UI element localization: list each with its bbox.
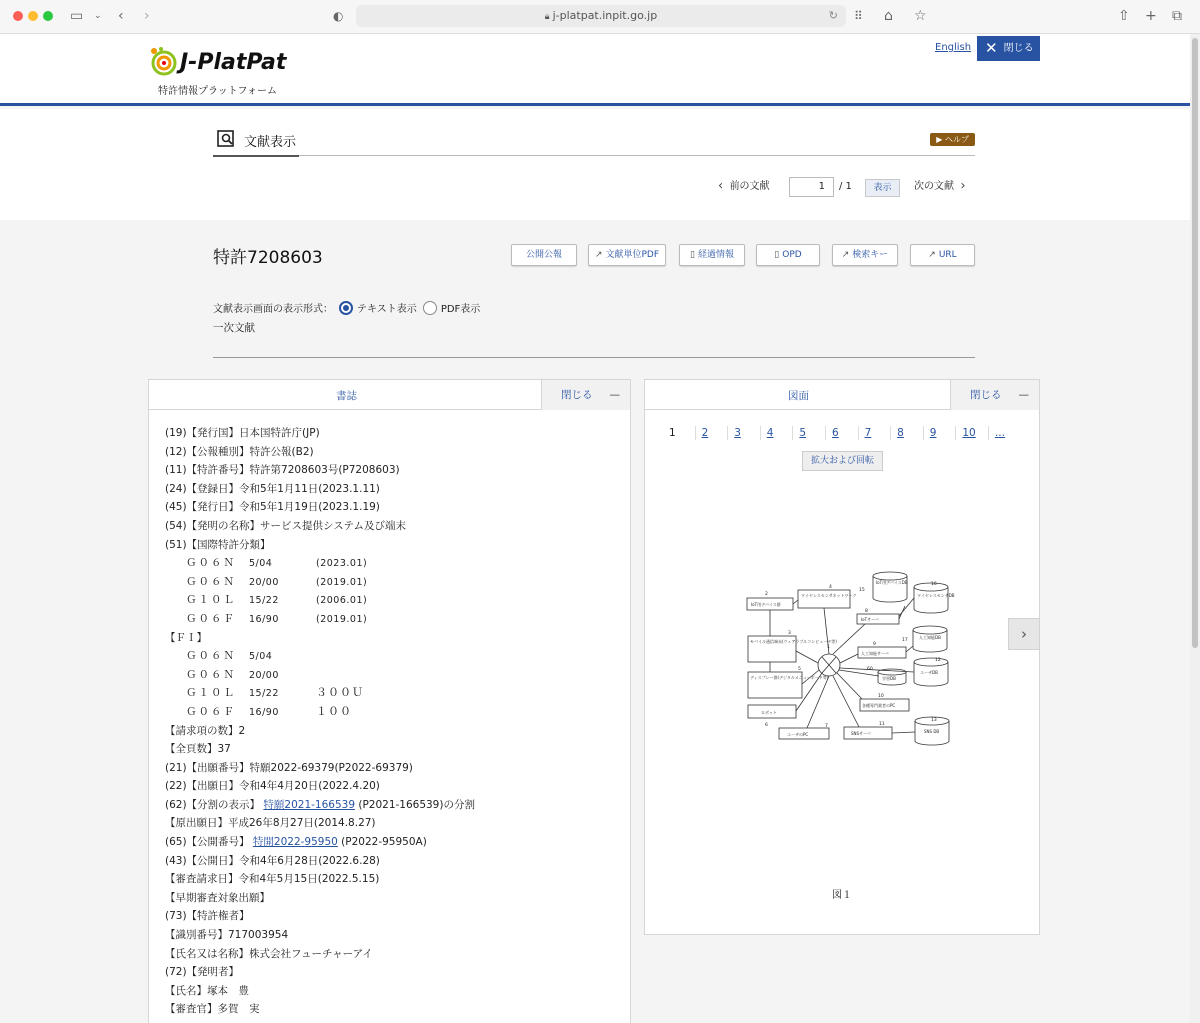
biblio-line: (73)【特許権者】 bbox=[165, 910, 250, 923]
url-text: j-platpat.inpit.go.jp bbox=[552, 9, 658, 22]
bibliography-panel-header bbox=[149, 380, 630, 410]
publication-number-label: (65)【公開番号】 bbox=[165, 836, 250, 849]
biblio-line: 【識別番号】717003954 bbox=[165, 929, 289, 942]
ref-10: 10 bbox=[878, 694, 884, 699]
biblio-line: (24)【登録日】令和5年1月11日(2023.1.11) bbox=[165, 482, 380, 495]
figure-tab-10[interactable]: 10 bbox=[956, 426, 989, 440]
window-zoom-dot[interactable] bbox=[43, 11, 53, 21]
next-document-label: 次の文献 bbox=[914, 181, 954, 192]
ipc-group: 15/22 bbox=[249, 595, 279, 607]
next-document-link[interactable] bbox=[914, 177, 966, 194]
pdf-display-label[interactable]: PDF表示 bbox=[440, 304, 481, 315]
logo-wordmark: J-PlatPat bbox=[180, 50, 287, 75]
search-key-button[interactable] bbox=[832, 244, 898, 266]
ipc-code: Ｇ０６Ｎ bbox=[186, 557, 236, 570]
page-scrollbar[interactable] bbox=[1190, 34, 1200, 1023]
ipc-code: Ｇ０６Ｎ bbox=[186, 575, 236, 588]
ipc-date: (2023.01) bbox=[316, 558, 368, 570]
ref-17: 17 bbox=[902, 638, 908, 643]
bibliography-close-button[interactable] bbox=[541, 380, 630, 410]
share-icon[interactable]: ⇧ bbox=[1118, 8, 1130, 24]
biblio-line: (54)【発明の名称】サービス提供システム及び端末 bbox=[165, 519, 407, 532]
home-icon[interactable]: ⌂ bbox=[884, 8, 893, 24]
history-button[interactable] bbox=[679, 244, 745, 266]
figure-tab-7[interactable]: 7 bbox=[859, 426, 892, 440]
scrollbar-thumb[interactable] bbox=[1192, 38, 1198, 648]
ref-3: 3 bbox=[788, 631, 791, 636]
fi-group: 5/04 bbox=[249, 651, 273, 663]
chevron-left-icon: ‹ bbox=[718, 178, 724, 194]
biblio-line: 【ＦＩ】 bbox=[165, 631, 207, 644]
biblio-line: 【審査請求日】令和4年5月15日(2022.5.15) bbox=[165, 873, 380, 886]
figure-tab-6[interactable]: 6 bbox=[826, 426, 859, 440]
biblio-line: 【請求項の数】2 bbox=[165, 724, 246, 737]
section-heading bbox=[213, 129, 975, 156]
fi-row bbox=[165, 684, 475, 703]
lock-icon: 🔒︎ bbox=[544, 12, 550, 22]
cyl-ai-db bbox=[913, 630, 947, 652]
page-title: 文献表示 bbox=[244, 135, 297, 150]
division-label: (62)【分割の表示】 bbox=[165, 798, 261, 811]
shield-icon[interactable]: ◐ bbox=[333, 9, 344, 23]
biblio-line: 【氏名】塚本 豊 bbox=[165, 984, 249, 997]
ref-15: 15 bbox=[859, 588, 865, 593]
label-iot-devices: IoT用デバイス群 bbox=[751, 602, 781, 607]
ref-4: 4 bbox=[829, 585, 832, 590]
figure-tab-1[interactable]: 1 bbox=[663, 426, 696, 440]
url-label: URL bbox=[938, 250, 957, 260]
ref-60: 60 bbox=[867, 667, 873, 672]
ipc-code: Ｇ０６Ｆ bbox=[186, 612, 236, 625]
search-key-label: 検索キー bbox=[852, 250, 889, 260]
ipc-date: (2006.01) bbox=[316, 595, 368, 607]
fi-row bbox=[165, 666, 475, 685]
figure-tab-9[interactable]: 9 bbox=[924, 426, 957, 440]
close-icon: ✕ bbox=[985, 39, 998, 57]
display-format-selector bbox=[213, 300, 484, 315]
ref-13: 13 bbox=[931, 718, 937, 723]
prev-document-link[interactable] bbox=[718, 177, 770, 194]
fi-group: 15/22 bbox=[249, 688, 279, 700]
biblio-line: 【原出願日】平成26年8月27日(2014.8.27) bbox=[165, 817, 376, 830]
figure-tab-5[interactable]: 5 bbox=[793, 426, 826, 440]
biblio-line bbox=[165, 833, 475, 852]
divider bbox=[213, 357, 975, 358]
figure-tab-3[interactable]: 3 bbox=[728, 426, 761, 440]
text-display-label[interactable]: テキスト表示 bbox=[357, 304, 417, 315]
fi-extra: １００ bbox=[316, 704, 352, 718]
document-search-icon bbox=[217, 130, 235, 148]
label-robot: ロボット bbox=[761, 710, 777, 715]
fi-code: Ｇ１０Ｌ bbox=[186, 687, 236, 700]
pdf-display-radio[interactable] bbox=[423, 301, 437, 315]
logo-subtitle: 特許情報プラットフォーム bbox=[158, 86, 277, 97]
label-iot-server: IoTサーバ bbox=[861, 617, 879, 622]
document-icon: ▯ bbox=[774, 250, 780, 260]
publication-link[interactable]: 特開2022-95950 bbox=[252, 836, 338, 849]
biblio-line: (12)【公報種別】特許公報(B2) bbox=[165, 445, 314, 458]
label-wireless-db: ワイヤレスセンサDB bbox=[917, 593, 955, 598]
figure-tab-more[interactable]: ... bbox=[994, 427, 1005, 439]
bibliography-content bbox=[165, 424, 475, 1019]
ref-11: 11 bbox=[879, 722, 885, 727]
site-header bbox=[0, 34, 1190, 106]
biblio-line: 【早期審査対象出願】 bbox=[165, 891, 270, 904]
fi-code: Ｇ０６Ｎ bbox=[186, 668, 236, 681]
ref-1: 1 bbox=[827, 645, 830, 650]
document-icon: ▯ bbox=[690, 250, 695, 260]
fi-row bbox=[165, 647, 475, 666]
figure-number-tabs bbox=[663, 426, 1022, 440]
help-button[interactable]: ▶ ヘルプ bbox=[930, 133, 975, 146]
figure-panel-header bbox=[645, 380, 1039, 410]
biblio-line: (11)【特許番号】特許第7208603号(P7208603) bbox=[165, 464, 400, 477]
fi-row bbox=[165, 703, 475, 722]
ipc-row bbox=[165, 591, 475, 610]
ref-5: 5 bbox=[798, 667, 801, 672]
logo-mark-icon bbox=[148, 46, 178, 76]
ref-8: 8 bbox=[865, 609, 868, 614]
figure-tab[interactable]: 図面 bbox=[788, 390, 809, 402]
label-wireless-net: ワイヤレスセンサネットワーク bbox=[801, 593, 857, 598]
biblio-line: 【全頁数】37 bbox=[165, 743, 231, 756]
sidebar-icon[interactable]: ▭ bbox=[70, 8, 84, 24]
ipc-date: (2019.01) bbox=[316, 613, 368, 625]
fi-code: Ｇ０６Ｆ bbox=[186, 705, 236, 718]
opd-label: OPD bbox=[782, 250, 802, 260]
external-link-icon: ↗ bbox=[928, 250, 936, 260]
ref-6: 6 bbox=[765, 723, 768, 728]
display-format-label: 文献表示画面の表示形式： bbox=[213, 304, 333, 315]
document-pdf-button[interactable] bbox=[588, 244, 666, 266]
close-window-label: 閉じる bbox=[1003, 43, 1034, 54]
fi-extra: ３００Ｕ bbox=[316, 686, 364, 700]
biblio-line: (21)【出願番号】特願2022-69379(P2022-69379) bbox=[165, 761, 413, 774]
ipc-group: 5/04 bbox=[249, 558, 273, 570]
label-iot-db: IoT用デバイスDB bbox=[876, 580, 908, 585]
tabs-icon[interactable]: ⧉ bbox=[1172, 8, 1182, 24]
fi-group: 20/00 bbox=[249, 669, 279, 681]
ref-9: 9 bbox=[873, 642, 876, 647]
figure-close-button[interactable] bbox=[950, 380, 1039, 410]
ipc-row bbox=[165, 573, 475, 592]
heading-accent bbox=[213, 155, 299, 157]
ipc-code: Ｇ１０Ｌ bbox=[186, 594, 236, 607]
publication-label: 公開公報 bbox=[525, 250, 562, 260]
biblio-line: 【氏名又は名称】株式会社フューチャーアイ bbox=[165, 947, 373, 960]
fi-group: 16/90 bbox=[249, 706, 279, 718]
page-number-input[interactable]: 1 bbox=[789, 177, 834, 197]
label-sns-db: SNS DB bbox=[924, 729, 940, 734]
window-minimize-dot[interactable] bbox=[28, 11, 38, 21]
ipc-row bbox=[165, 610, 475, 629]
label-mobile: モバイル通信端末(ウェアラブルコンピュータ等) bbox=[750, 639, 837, 644]
biblio-line: (43)【公開日】令和4年6月28日(2022.6.28) bbox=[165, 854, 380, 867]
figure-tab-4[interactable]: 4 bbox=[761, 426, 794, 440]
chevron-right-icon: › bbox=[960, 178, 966, 194]
patent-number: 特許7208603 bbox=[213, 248, 323, 268]
label-user-db: ユーザDB bbox=[920, 670, 938, 675]
label-learn-db: 学習DB bbox=[882, 676, 896, 681]
parent-application-link[interactable]: 特願2021-166539 bbox=[263, 798, 355, 811]
biblio-line: (45)【発行日】令和5年1月19日(2023.1.19) bbox=[165, 501, 380, 514]
document-view-header bbox=[0, 109, 1190, 220]
figure-panel bbox=[644, 379, 1040, 935]
prev-document-label: 前の文献 bbox=[729, 181, 770, 192]
star-icon[interactable]: ☆ bbox=[914, 8, 927, 24]
browser-toolbar bbox=[0, 0, 1200, 34]
label-sns-server: SNSサーバ bbox=[851, 731, 871, 736]
ipc-row bbox=[165, 554, 475, 573]
publication-suffix: (P2022-95950A) bbox=[341, 836, 427, 849]
ref-16: 16 bbox=[931, 582, 937, 587]
figure-close-label: 閉じる bbox=[970, 389, 1002, 401]
biblio-line bbox=[165, 796, 475, 815]
page-total: / 1 bbox=[839, 181, 852, 192]
chevron-right-icon: › bbox=[1021, 625, 1027, 643]
ipc-group: 20/00 bbox=[249, 576, 279, 588]
label-ai-db: 人工知能DB bbox=[919, 635, 941, 640]
label-ai-server: 人工知能サーバ bbox=[861, 651, 889, 656]
label-expert-pc: 各種専門業者のPC bbox=[862, 703, 896, 708]
label-user-pc: ユーザのPC bbox=[787, 732, 809, 737]
reload-icon[interactable]: ↻ bbox=[828, 9, 838, 22]
grid-icon[interactable]: ⠿ bbox=[854, 9, 863, 23]
biblio-line: (22)【出願日】令和4年4月20日(2022.4.20) bbox=[165, 780, 380, 793]
minus-icon: — bbox=[1018, 389, 1029, 401]
bibliography-tab[interactable]: 書誌 bbox=[336, 390, 357, 402]
primary-document-label: 一次文献 bbox=[213, 322, 255, 334]
external-link-icon: ↗ bbox=[594, 250, 603, 260]
minus-icon: — bbox=[609, 389, 620, 401]
next-figure-button[interactable] bbox=[1008, 618, 1040, 650]
text-display-radio[interactable] bbox=[339, 301, 353, 315]
biblio-line: (72)【発明者】 bbox=[165, 966, 240, 979]
ipc-date: (2019.01) bbox=[316, 576, 368, 588]
chevron-down-icon[interactable]: ⌄ bbox=[94, 11, 102, 21]
zoom-rotate-button[interactable]: 拡大および回転 bbox=[802, 451, 883, 471]
biblio-line: 【審査官】多賀 実 bbox=[165, 1003, 260, 1016]
english-link[interactable]: English bbox=[935, 42, 972, 53]
back-icon[interactable]: ‹ bbox=[118, 8, 124, 24]
figure-tab-2[interactable]: 2 bbox=[696, 426, 729, 440]
show-page-button[interactable]: 表示 bbox=[865, 179, 900, 197]
label-display: ディスプレー群(デジタルメニューボード等) bbox=[750, 675, 829, 680]
new-tab-icon[interactable]: + bbox=[1145, 8, 1157, 24]
bibliography-panel bbox=[148, 379, 631, 1023]
close-window-button[interactable] bbox=[977, 36, 1040, 61]
patent-drawing bbox=[745, 566, 955, 746]
history-label: 経過情報 bbox=[697, 250, 734, 260]
bibliography-close-label: 閉じる bbox=[561, 389, 593, 401]
address-bar[interactable] bbox=[356, 5, 846, 27]
ref-12: 12 bbox=[935, 658, 941, 663]
ipc-group: 16/90 bbox=[249, 613, 279, 625]
url-button[interactable] bbox=[910, 244, 975, 266]
opd-button[interactable] bbox=[756, 244, 820, 266]
division-suffix: (P2021-166539)の分割 bbox=[358, 798, 475, 811]
ref-7: 7 bbox=[825, 724, 828, 729]
biblio-line: (19)【発行国】日本国特許庁(JP) bbox=[165, 427, 320, 439]
figure-tab-8[interactable]: 8 bbox=[891, 426, 924, 440]
forward-icon[interactable]: › bbox=[144, 8, 150, 24]
document-pdf-label: 文献単位PDF bbox=[605, 250, 660, 260]
fi-code: Ｇ０６Ｎ bbox=[186, 650, 236, 663]
external-link-icon: ↗ bbox=[841, 250, 850, 260]
biblio-line: (51)【国際特許分類】 bbox=[165, 538, 271, 551]
window-close-dot[interactable] bbox=[13, 11, 23, 21]
ref-2: 2 bbox=[765, 592, 768, 597]
figure-caption: 図１ bbox=[832, 890, 852, 901]
publication-button[interactable] bbox=[511, 244, 577, 266]
